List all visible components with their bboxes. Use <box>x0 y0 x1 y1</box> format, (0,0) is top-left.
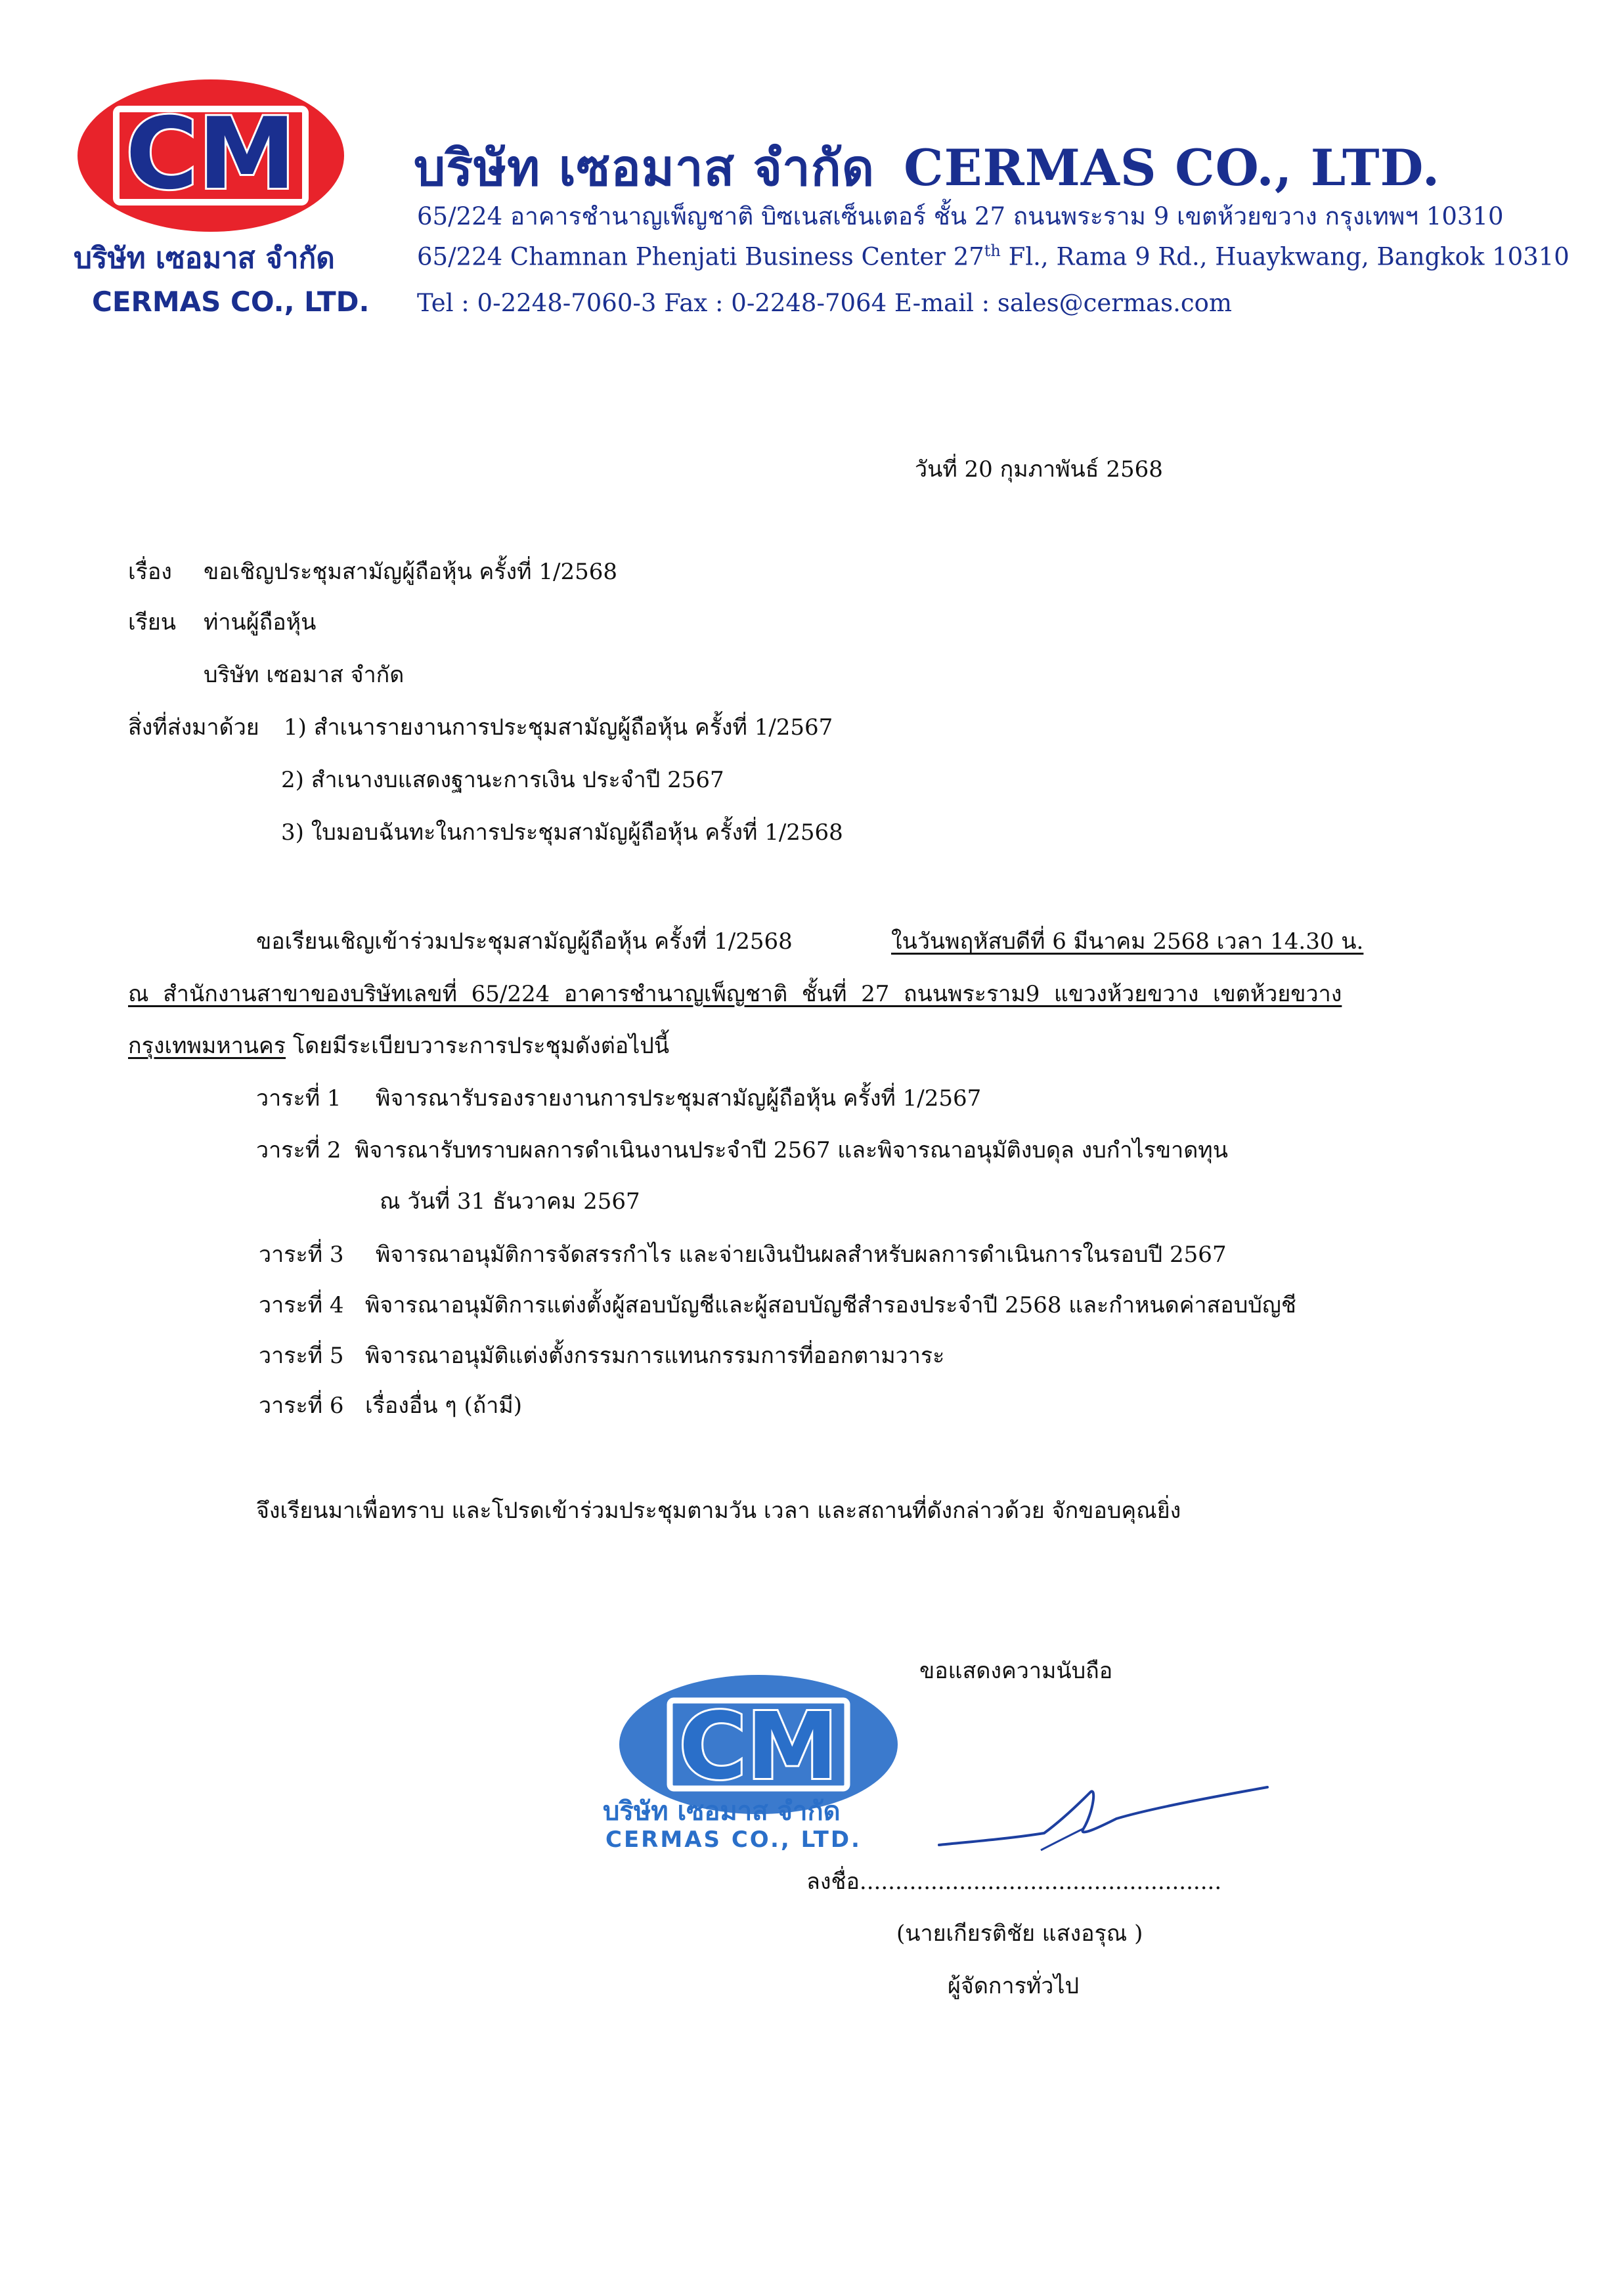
agenda-text: พิจารณารับรองรายงานการประชุมสามัญผู้ถือหุ้น ครั้งที่ 1/2567 <box>376 1085 982 1112</box>
agenda-text: เรื่องอื่น ๆ (ถ้ามี) <box>365 1393 523 1419</box>
enclosures-label: สิ่งที่ส่งมาด้วย <box>128 714 259 741</box>
agenda-text: พิจารณาอนุมัติการแต่งตั้งผู้สอบบัญชีและผู้สอบบัญชีสำรองประจำปี 2568 และกำหนดค่าสอบบัญชี <box>365 1292 1296 1318</box>
company-logo <box>76 77 346 234</box>
signatory-name: (นายเกียรติชัย แสงอรุณ ) <box>896 1920 1143 1947</box>
enclosure-item: 2) สำเนางบแสดงฐานะการเงิน ประจำปี 2567 <box>281 767 724 793</box>
enclosure-item: 1) สำเนารายงานการประชุมสามัญผู้ถือหุ้น ครั้งที่ 1/2567 <box>284 714 833 741</box>
invitation-intro: ขอเรียนเชิญเข้าร่วมประชุมสามัญผู้ถือหุ้น ครั้งที่ 1/2568 <box>256 928 793 955</box>
venue-line3 <box>128 1028 669 1063</box>
logo-name-th: บริษัท เซอมาส จำกัด <box>74 242 335 275</box>
agenda-text: พิจารณารับทราบผลการดำเนินงานประจำปี 2567 และพิจารณาอนุมัติงบดุล งบกำไรขาดทุน <box>355 1137 1228 1163</box>
venue-city: กรุงเทพมหานคร <box>128 1033 286 1059</box>
agenda-label: วาระที่ 5 <box>259 1343 344 1369</box>
agenda-label: วาระที่ 6 <box>259 1393 344 1419</box>
logo-name-en: CERMAS CO., LTD. <box>92 286 370 318</box>
seal-name-th: บริษัท เซอมาส จำกัด <box>603 1796 841 1827</box>
enclosure-item: 3) ใบมอบฉันทะในการประชุมสามัญผู้ถือหุ้น ครั้งที่ 1/2568 <box>281 819 843 846</box>
address-en-part1: 65/224 Chamnan Phenjati Business Center 27 <box>417 242 984 271</box>
svg-text:CM: CM <box>125 97 296 211</box>
contact-line: Tel : 0-2248-7060-3 Fax : 0-2248-7064 E-mail : sales@cermas.com <box>417 289 1232 317</box>
meeting-datetime: ในวันพฤหัสบดีที่ 6 มีนาคม 2568 เวลา 14.30 น. <box>891 928 1364 955</box>
meeting-venue: ณ สำนักงานสาขาของบริษัทเลขที่ 65/224 อาคารชำนาญเพ็ญชาติ ชั้นที่ 27 ถนนพระราม9 แขวงห้วยขวาง เขตห้วยขวาง <box>128 981 1342 1007</box>
agenda-label: วาระที่ 4 <box>259 1292 344 1318</box>
agenda-intro: โดยมีระเบียบวาระการประชุมดังต่อไปนี้ <box>286 1033 670 1059</box>
recipient-label: เรียน <box>128 609 177 636</box>
sign-line: ลงชื่อ................................................... <box>806 1869 1222 1895</box>
letter-date: วันที่ 20 กุมภาพันธ์ 2568 <box>915 456 1163 483</box>
closing-text: จึงเรียนมาเพื่อทราบ และโปรดเข้าร่วมประชุมตามวัน เวลา และสถานที่ดังกล่าวด้วย จักขอบคุณยิ่ง <box>256 1498 1181 1524</box>
signatory-title: ผู้จัดการทั่วไป <box>948 1973 1080 1999</box>
agenda-label: วาระที่ 3 <box>259 1242 344 1268</box>
recipient-line1: ท่านผู้ถือหุ้น <box>204 609 317 636</box>
svg-text:CM: CM <box>678 1693 839 1800</box>
address-en-part2: Fl., Rama 9 Rd., Huaykwang, Bangkok 10310 <box>1000 242 1569 271</box>
agenda-label: วาระที่ 2 <box>256 1137 341 1163</box>
seal-name-en: CERMAS CO., LTD. <box>605 1827 862 1853</box>
agenda-text: พิจารณาอนุมัติการจัดสรรกำไร และจ่ายเงินปันผลสำหรับผลการดำเนินการในรอบปี 2567 <box>376 1242 1227 1268</box>
subject-label: เรื่อง <box>128 559 172 585</box>
company-name-en: CERMAS CO., LTD. <box>904 139 1441 197</box>
agenda-text-cont: ณ วันที่ 31 ธันวาคม 2567 <box>380 1188 640 1215</box>
recipient-line2: บริษัท เซอมาส จำกัด <box>204 662 405 688</box>
agenda-text: พิจารณาอนุมัติแต่งตั้งกรรมการแทนกรรมการที่ออกตามวาระ <box>365 1343 945 1369</box>
company-name <box>414 129 1440 207</box>
agenda-label: วาระที่ 1 <box>256 1085 341 1112</box>
handwritten-signature <box>933 1773 1274 1865</box>
company-name-th: บริษัท เซอมาส จำกัด <box>414 139 875 197</box>
subject-text: ขอเชิญประชุมสามัญผู้ถือหุ้น ครั้งที่ 1/2568 <box>204 559 617 585</box>
address-en <box>417 242 1569 271</box>
address-th: 65/224 อาคารชำนาญเพ็ญชาติ บิซเนสเซ็นเตอร์ ชั้น 27 ถนนพระราม 9 เขตห้วยขวาง กรุงเทพฯ 10310 <box>417 202 1504 230</box>
address-en-sup: th <box>984 242 1001 260</box>
signoff: ขอแสดงความนับถือ <box>919 1658 1113 1684</box>
